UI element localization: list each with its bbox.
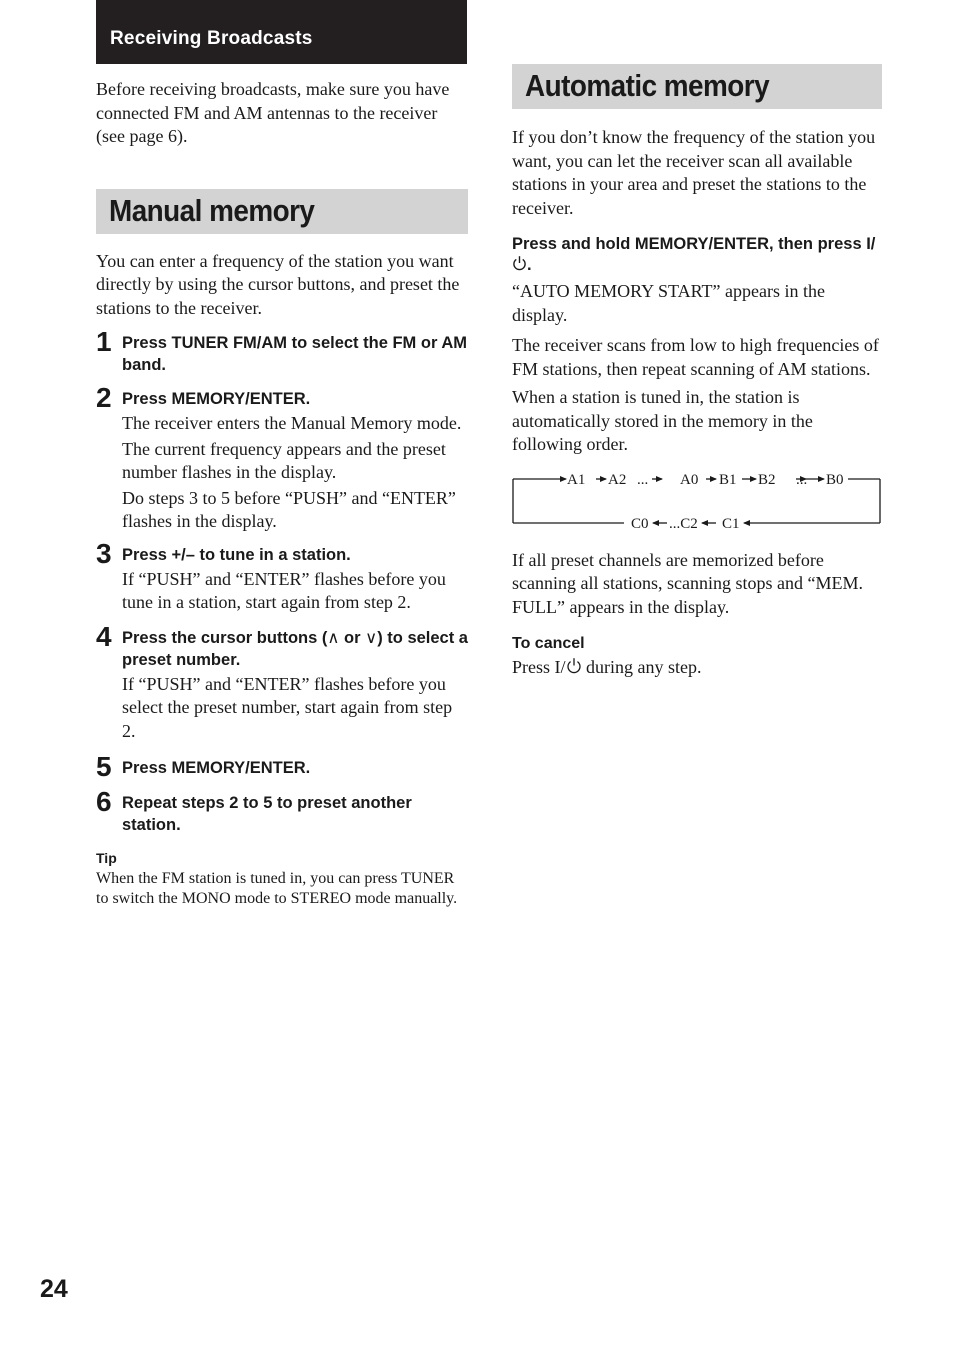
automatic-intro: If you don’t know the frequency of the station you want, you can let the receiver scan all available stations in your area and preset the stations to the receiver. — [512, 127, 876, 218]
to-cancel-heading: To cancel — [512, 635, 585, 652]
right-column — [512, 64, 882, 680]
step-title: Press MEMORY/ENTER. — [122, 390, 311, 408]
step-title: Press +/– to tune in a station. — [122, 545, 351, 564]
seq-b2: B2 — [758, 471, 776, 488]
auto-memory-start-text: “AUTO MEMORY START” appears in the display. — [512, 281, 825, 325]
seq-ellipsis: ... — [637, 471, 649, 488]
seq-c0: C0 — [631, 515, 649, 532]
seq-b1: B1 — [719, 471, 737, 488]
step-number: 5 — [96, 751, 112, 782]
up-arrow-icon: ∧ — [327, 628, 340, 647]
step-body: If “PUSH” and “ENTER” flashes before you tune in a station, start again from step 2. — [122, 568, 446, 612]
seq-c2: ...C2 — [669, 515, 698, 532]
step-title: Press MEMORY/ENTER. — [122, 759, 311, 777]
seq-b0: B0 — [826, 471, 844, 488]
step-number: 3 — [96, 537, 112, 569]
cancel-text: Press I/ during any step. — [512, 657, 702, 677]
tip-text: When the FM station is tuned in, you can press TUNER to switch the MONO mode to STEREO mode manually. — [96, 870, 458, 907]
power-icon — [512, 255, 527, 272]
step-title: Press the cursor buttons (∧ or ∨) to select a preset number. — [122, 628, 468, 669]
step-number: 4 — [96, 620, 112, 652]
automatic-memory-heading-box — [512, 64, 882, 109]
step-number: 6 — [96, 786, 112, 817]
step-body: Do steps 3 to 5 before “PUSH” and “ENTER” flashes in the display. — [122, 487, 456, 531]
step-body: The current frequency appears and the preset number flashes in the display. — [122, 438, 446, 482]
automatic-instruction: Press and hold MEMORY/ENTER, then press I/. — [512, 235, 876, 274]
step-6 — [96, 786, 468, 836]
step-number: 2 — [96, 382, 112, 413]
step-2 — [96, 382, 468, 534]
manual-intro: You can enter a frequency of the station you want directly by using the cursor buttons, and preset the stations to the receiver. — [96, 250, 460, 318]
power-icon — [566, 657, 582, 675]
step-title: Repeat steps 2 to 5 to preset another station. — [122, 794, 412, 834]
step-title: Press TUNER FM/AM to select the FM or AM band. — [122, 334, 468, 374]
seq-c1: C1 — [722, 515, 740, 532]
seq-ellipsis: ... — [796, 471, 808, 488]
step-body: If “PUSH” and “ENTER” flashes before you select the preset number, start again from step 2. — [122, 673, 453, 741]
manual-memory-heading: Manual memory — [109, 192, 315, 228]
manual-memory-heading-box — [96, 189, 468, 234]
left-column — [96, 78, 468, 908]
page-number: 24 — [40, 1275, 68, 1303]
step-5 — [96, 751, 468, 782]
section-title: Receiving Broadcasts — [110, 28, 313, 49]
section-tab — [96, 0, 467, 64]
seq-a1: A1 — [567, 471, 586, 488]
automatic-memory-heading: Automatic memory — [525, 68, 770, 103]
step-number: 1 — [96, 326, 112, 357]
tip-heading: Tip — [96, 850, 117, 866]
mem-full-text: If all preset channels are memorized before scanning all stations, scanning stops and “MEM. FULL” appears in the display. — [512, 549, 863, 617]
memory-order-diagram — [512, 470, 884, 532]
step-1 — [96, 326, 468, 376]
step-3 — [96, 537, 468, 615]
step-body: The receiver enters the Manual Memory mode. — [122, 413, 462, 433]
scan-order-text: The receiver scans from low to high frequencies of FM stations, then repeat scanning of AM stations. — [512, 335, 879, 379]
step-4 — [96, 620, 468, 744]
storage-order-text: When a station is tuned in, the station is automatically stored in the memory in the following order. — [512, 387, 813, 454]
intro-text: Before receiving broadcasts, make sure you have connected FM and AM antennas to the receiver (see page 6). — [96, 79, 450, 146]
down-arrow-icon: ∨ — [365, 628, 378, 647]
seq-a0: A0 — [680, 471, 699, 488]
seq-a2: A2 — [608, 471, 627, 488]
